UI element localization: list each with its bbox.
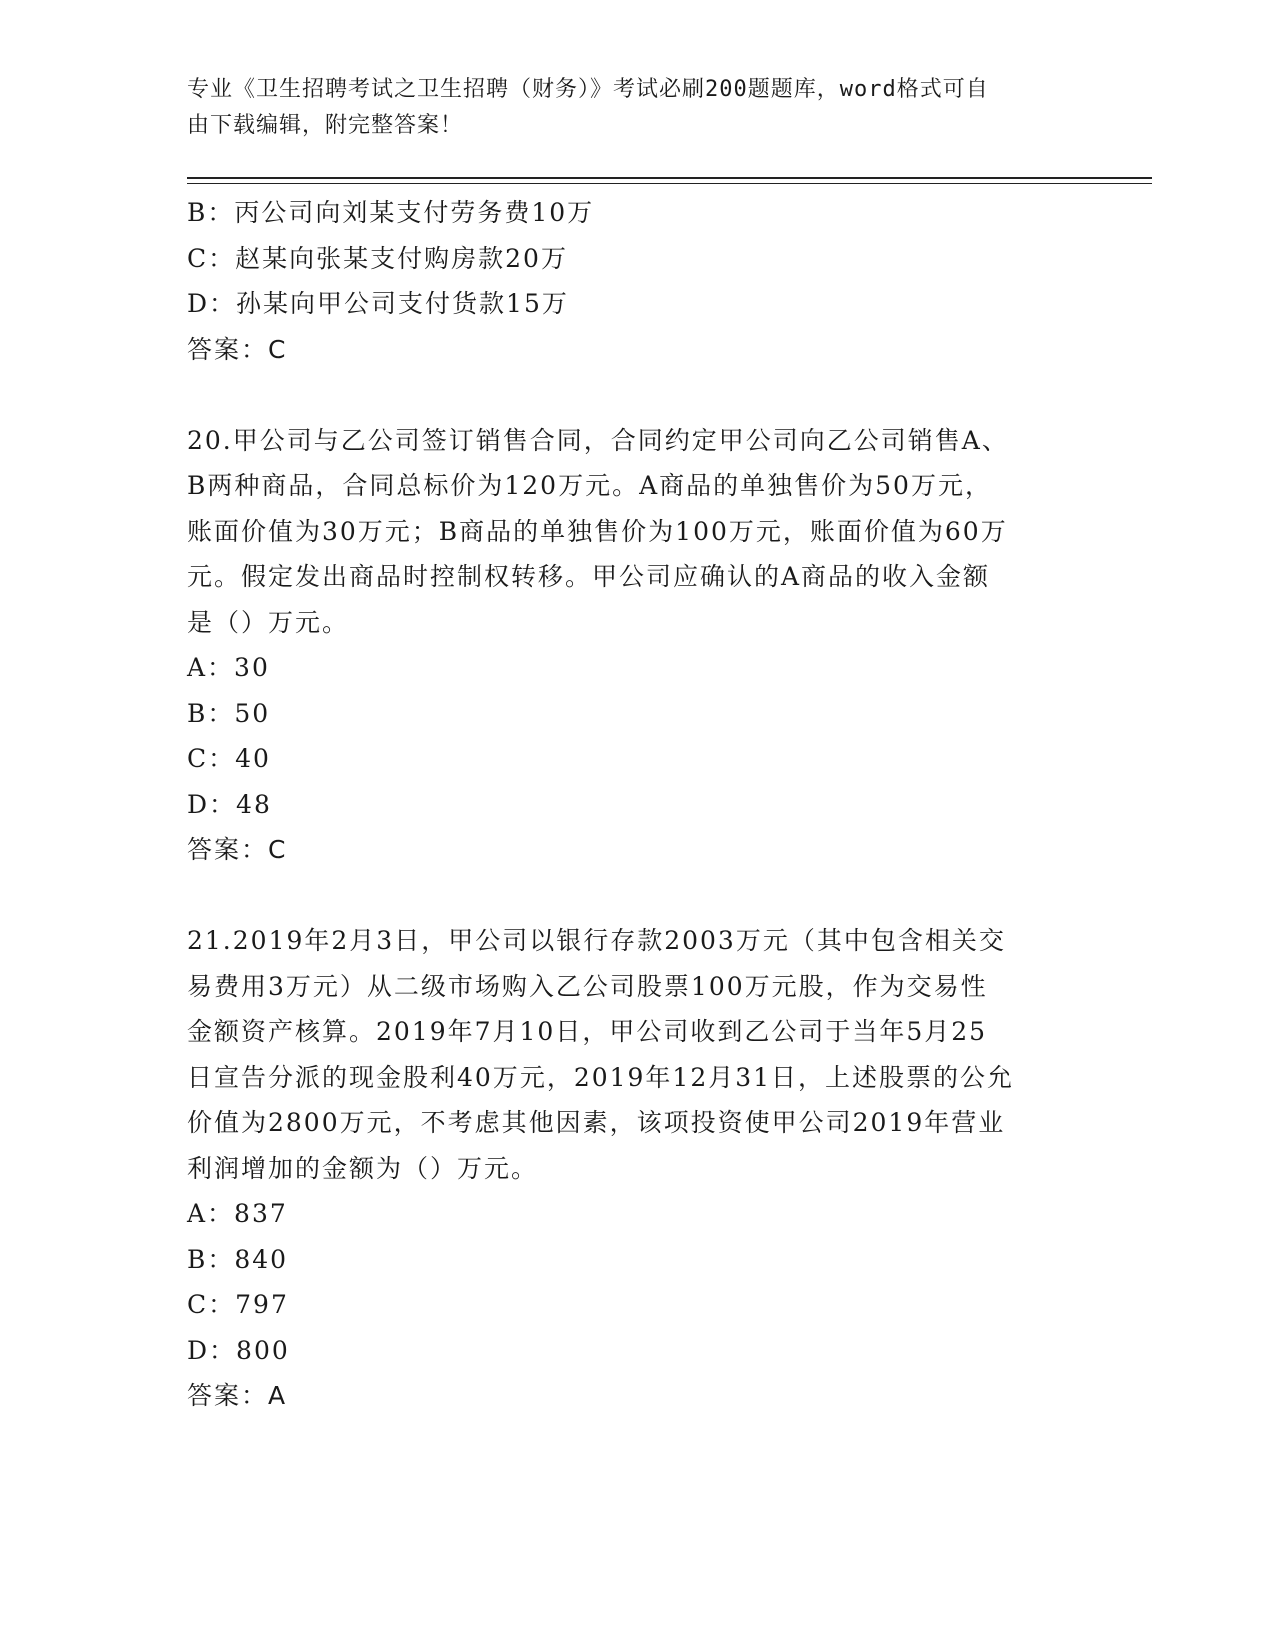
question-stem-line: 账面价值为30万元；B商品的单独售价为100万元，账面价值为60万 [187, 516, 1008, 546]
question-stem-line: B两种商品，合同总标价为120万元。A商品的单独售价为50万元， [187, 471, 992, 500]
option-c: C：40 [187, 744, 271, 773]
option-d: D：孙某向甲公司支付货款15万 [187, 289, 569, 318]
spacer [187, 372, 1087, 418]
option-a: A：837 [187, 1199, 288, 1228]
question-stem-line: 日宣告分派的现金股利40万元，2019年12月31日，上述股票的公允 [187, 1062, 1015, 1092]
question-stem-line: 是（）万元。 [187, 607, 350, 637]
question-stem-line: 21.2019年2月3日，甲公司以银行存款2003万元（其中包含相关交 [187, 926, 1006, 955]
option-c: C：797 [187, 1290, 289, 1319]
header-line: 专业《卫生招聘考试之卫生招聘（财务）》考试必刷200题题库，word格式可自 [187, 77, 989, 102]
question-21 [187, 918, 1087, 1419]
question-stem-line: 20.甲公司与乙公司签订销售合同，合同约定甲公司向乙公司销售A、 [187, 425, 1009, 455]
document-header [187, 72, 1067, 144]
question-stem-line: 元。假定发出商品时控制权转移。甲公司应确认的A商品的收入金额 [187, 562, 991, 591]
prev-question [187, 190, 1087, 372]
header-line: 由下载编辑，附完整答案！ [187, 113, 464, 138]
option-b: B：50 [187, 698, 271, 728]
option-d: D：800 [187, 1335, 290, 1365]
question-20 [187, 418, 1087, 873]
option-b: B：丙公司向刘某支付劳务费10万 [187, 198, 595, 227]
question-stem-line: 利润增加的金额为（）万元。 [187, 1153, 539, 1183]
answer: 答案：C [187, 835, 288, 864]
header-divider [187, 177, 1152, 179]
answer: 答案：C [187, 334, 288, 364]
question-stem-line: 易费用3万元）从二级市场购入乙公司股票100万元股，作为交易性 [187, 971, 988, 1001]
option-d: D：48 [187, 789, 272, 819]
option-c: C：赵某向张某支付购房款20万 [187, 243, 568, 273]
question-stem-line: 价值为2800万元，不考虑其他因素，该项投资使甲公司2019年营业 [187, 1108, 1006, 1137]
option-a: A：30 [187, 653, 270, 682]
document-body [187, 190, 1087, 1419]
option-b: B：840 [187, 1244, 289, 1274]
header-divider-thin [187, 183, 1152, 184]
answer: 答案：A [187, 1381, 288, 1410]
spacer [187, 873, 1087, 919]
question-stem-line: 金额资产核算。2019年7月10日，甲公司收到乙公司于当年5月25 [187, 1017, 988, 1046]
